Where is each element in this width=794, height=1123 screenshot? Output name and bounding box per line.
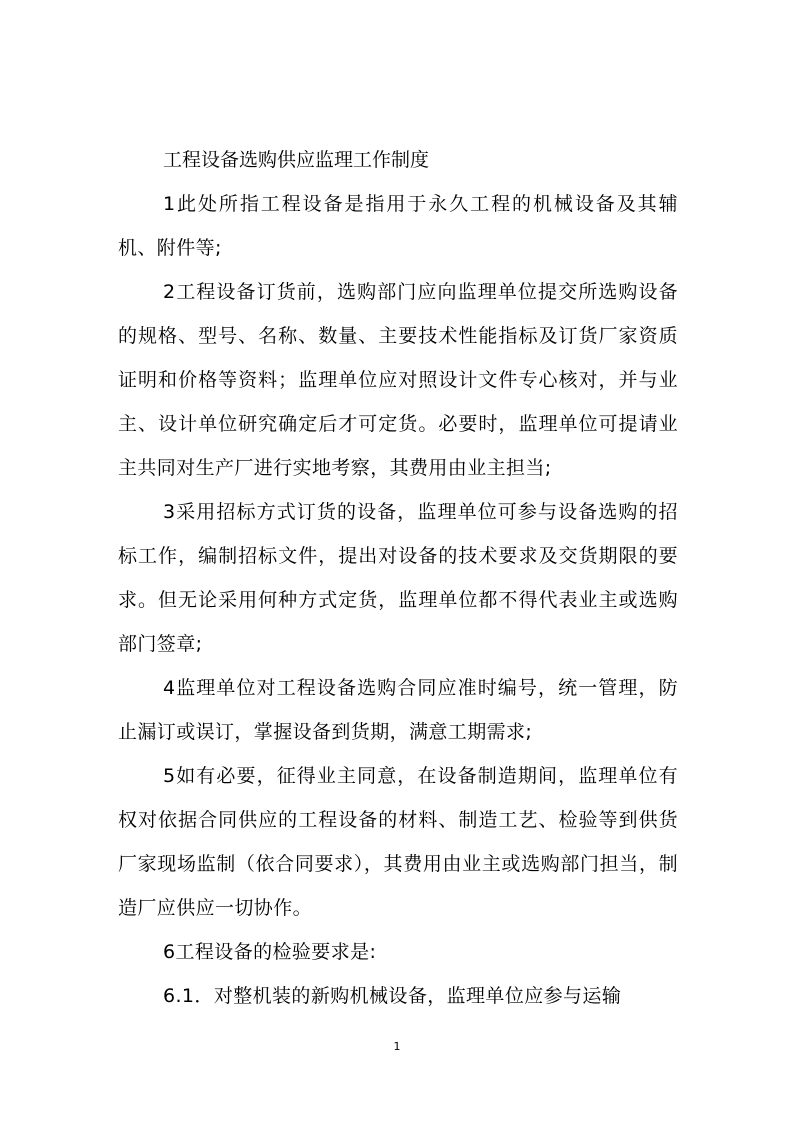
paragraph-1: 1此处所指工程设备是指用于永久工程的机械设备及其辅机、附件等;: [118, 193, 678, 259]
paragraph-6-1: 6.1．对整机装的新购机械设备，监理单位应参与运输: [163, 985, 622, 1007]
document-title: 工程设备选购供应监理工作制度: [163, 149, 430, 171]
document-body: [118, 138, 678, 1018]
paragraph-3: 3采用招标方式订货的设备，监理单位可参与设备选购的招标工作，编制招标文件，提出对设备的技术要求及交货期限的要求。但无论采用何种方式定货，监理单位都不得代表业主或选购部门签章;: [118, 501, 678, 655]
paragraph-5: 5如有必要，征得业主同意，在设备制造期间，监理单位有权对依据合同供应的工程设备的材料、制造工艺、检验等到供货厂家现场监制（依合同要求），其费用由业主或选购部门担当，制造厂应供应一切协作。: [118, 765, 678, 919]
paragraph-2: 2工程设备订货前，选购部门应向监理单位提交所选购设备的规格、型号、名称、数量、主要技术性能指标及订货厂家资质证明和价格等资料；监理单位应对照设计文件专心核对，并与业主、设计单位研究确定后才可定货。必要时，监理单位可提请业主共同对生产厂进行实地考察，其费用由业主担当;: [118, 281, 678, 479]
paragraph-4: 4监理单位对工程设备选购合同应准时编号，统一管理，防止漏订或误订，掌握设备到货期，满意工期需求;: [118, 677, 678, 743]
paragraph-6: 6工程设备的检验要求是:: [163, 941, 377, 963]
page-number: 1: [393, 1040, 401, 1053]
